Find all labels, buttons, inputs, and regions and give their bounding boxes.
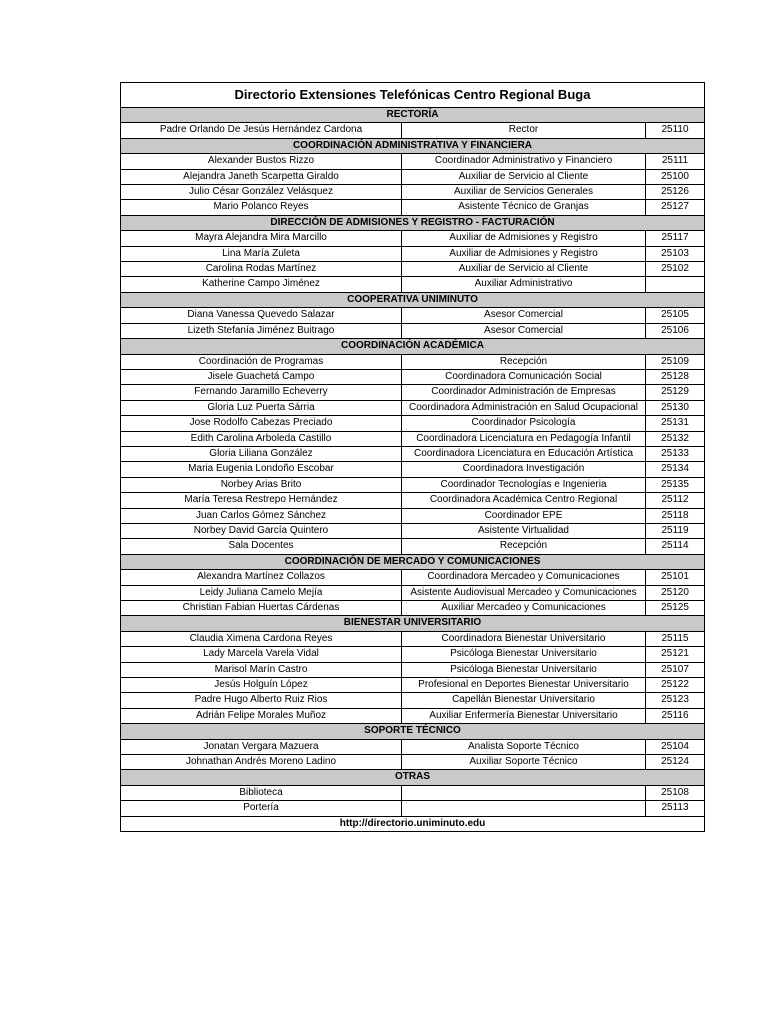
contact-extension: 25132 (646, 431, 705, 446)
document-title: Directorio Extensiones Telefónicas Centro Regional Buga (121, 83, 705, 108)
contact-name: María Teresa Restrepo Hernández (121, 493, 402, 508)
section-title: OTRAS (121, 770, 705, 785)
contact-role: Recepción (402, 354, 646, 369)
table-row (121, 446, 705, 461)
contact-extension: 25128 (646, 369, 705, 384)
contact-name: Gloria Liliana González (121, 446, 402, 461)
contact-name: Alexander Bustos Rizzo (121, 154, 402, 169)
section-header-row (121, 616, 705, 631)
contact-role: Auxiliar de Servicios Generales (402, 185, 646, 200)
section-title: RECTORÍA (121, 108, 705, 123)
directory-url: http://directorio.uniminuto.edu (121, 816, 705, 831)
contact-role: Capellán Bienestar Universitario (402, 693, 646, 708)
contact-name: Christian Fabian Huertas Cárdenas (121, 601, 402, 616)
contact-role: Profesional en Deportes Bienestar Universitario (402, 678, 646, 693)
contact-name: Norbey David García Quintero (121, 523, 402, 538)
contact-name: Katherine Campo Jiménez (121, 277, 402, 292)
section-header-row (121, 108, 705, 123)
contact-extension: 25135 (646, 477, 705, 492)
section-title: SOPORTE TÉCNICO (121, 724, 705, 739)
contact-name: Jesús Holguín López (121, 678, 402, 693)
contact-role: Auxiliar de Admisiones y Registro (402, 246, 646, 261)
table-row (121, 662, 705, 677)
contact-role: Recepción (402, 539, 646, 554)
contact-extension: 25123 (646, 693, 705, 708)
contact-extension: 25108 (646, 785, 705, 800)
table-row (121, 708, 705, 723)
contact-name: Lina María Zuleta (121, 246, 402, 261)
table-row (121, 246, 705, 261)
section-header-row (121, 215, 705, 230)
section-title: BIENESTAR UNIVERSITARIO (121, 616, 705, 631)
contact-extension: 25131 (646, 416, 705, 431)
contact-name: Jose Rodolfo Cabezas Preciado (121, 416, 402, 431)
section-header-row (121, 292, 705, 307)
contact-role: Auxiliar de Servicio al Cliente (402, 262, 646, 277)
contact-name: Julio César González Velásquez (121, 185, 402, 200)
section-title: COORDINACIÓN ACADÉMICA (121, 339, 705, 354)
table-row (121, 631, 705, 646)
table-row (121, 185, 705, 200)
contact-role: Coordinadora Mercadeo y Comunicaciones (402, 570, 646, 585)
contact-extension: 25122 (646, 678, 705, 693)
contact-name: Claudia Ximena Cardona Reyes (121, 631, 402, 646)
contact-role (402, 801, 646, 816)
contact-extension: 25103 (646, 246, 705, 261)
footer-row (121, 816, 705, 831)
table-row (121, 354, 705, 369)
contact-extension: 25119 (646, 523, 705, 538)
contact-extension: 25121 (646, 647, 705, 662)
contact-role: Rector (402, 123, 646, 138)
contact-role: Coordinadora Bienestar Universitario (402, 631, 646, 646)
contact-role: Coordinador Psicología (402, 416, 646, 431)
table-row (121, 477, 705, 492)
table-row (121, 308, 705, 323)
contact-role: Auxiliar Enfermería Bienestar Universitario (402, 708, 646, 723)
contact-name: Gloria Luz Puerta Sárria (121, 400, 402, 415)
table-row (121, 539, 705, 554)
contact-extension: 25109 (646, 354, 705, 369)
contact-extension: 25116 (646, 708, 705, 723)
contact-name: Padre Hugo Alberto Ruiz Rios (121, 693, 402, 708)
table-row (121, 693, 705, 708)
contact-role: Auxiliar Administrativo (402, 277, 646, 292)
contact-name: Diana Vanessa Quevedo Salazar (121, 308, 402, 323)
section-title: COORDINACIÓN ADMINISTRATIVA Y FINANCIERA (121, 138, 705, 153)
contact-role: Auxiliar de Servicio al Cliente (402, 169, 646, 184)
directory-body (121, 83, 705, 832)
contact-extension: 25110 (646, 123, 705, 138)
table-row (121, 462, 705, 477)
contact-extension: 25129 (646, 385, 705, 400)
contact-role: Coordinadora Licenciatura en Pedagogía Infantil (402, 431, 646, 446)
section-header-row (121, 554, 705, 569)
contact-role: Auxiliar Soporte Técnico (402, 755, 646, 770)
contact-role: Asistente Técnico de Granjas (402, 200, 646, 215)
contact-name: Lizeth Stefanía Jiménez Buitrago (121, 323, 402, 338)
contact-name: Juan Carlos Gómez Sánchez (121, 508, 402, 523)
table-row (121, 755, 705, 770)
contact-role: Auxiliar Mercadeo y Comunicaciones (402, 601, 646, 616)
contact-role: Coordinadora Académica Centro Regional (402, 493, 646, 508)
title-row (121, 83, 705, 108)
contact-role: Psicóloga Bienestar Universitario (402, 647, 646, 662)
table-row (121, 585, 705, 600)
section-header-row (121, 339, 705, 354)
contact-extension: 25120 (646, 585, 705, 600)
extensions-directory-table (120, 82, 705, 832)
contact-name: Biblioteca (121, 785, 402, 800)
contact-extension: 25124 (646, 755, 705, 770)
contact-extension: 25112 (646, 493, 705, 508)
table-row (121, 647, 705, 662)
contact-name: Padre Orlando De Jesús Hernández Cardona (121, 123, 402, 138)
contact-extension: 25134 (646, 462, 705, 477)
table-row (121, 123, 705, 138)
contact-role: Coordinador Administrativo y Financiero (402, 154, 646, 169)
contact-extension: 25101 (646, 570, 705, 585)
contact-role: Asistente Virtualidad (402, 523, 646, 538)
contact-role: Asesor Comercial (402, 308, 646, 323)
contact-name: Marisol Marín Castro (121, 662, 402, 677)
contact-name: Fernando Jaramillo Echeverry (121, 385, 402, 400)
contact-name: Mayra Alejandra Mira Marcillo (121, 231, 402, 246)
contact-extension: 25127 (646, 200, 705, 215)
contact-extension: 25102 (646, 262, 705, 277)
contact-extension: 25133 (646, 446, 705, 461)
contact-name: Johnathan Andrés Moreno Ladino (121, 755, 402, 770)
contact-name: Alejandra Janeth Scarpetta Giraldo (121, 169, 402, 184)
contact-name: Sala Docentes (121, 539, 402, 554)
contact-role (402, 785, 646, 800)
contact-role: Coordinadora Comunicación Social (402, 369, 646, 384)
contact-name: Adrián Felipe Morales Muñoz (121, 708, 402, 723)
section-header-row (121, 770, 705, 785)
contact-role: Analista Soporte Técnico (402, 739, 646, 754)
contact-role: Auxiliar de Admisiones y Registro (402, 231, 646, 246)
contact-extension: 25100 (646, 169, 705, 184)
contact-name: Alexandra Martínez Collazos (121, 570, 402, 585)
contact-name: Portería (121, 801, 402, 816)
contact-extension: 25117 (646, 231, 705, 246)
table-row (121, 801, 705, 816)
contact-extension: 25118 (646, 508, 705, 523)
contact-extension: 25125 (646, 601, 705, 616)
table-row (121, 369, 705, 384)
table-row (121, 508, 705, 523)
contact-name: Edith Carolina Arboleda Castillo (121, 431, 402, 446)
contact-extension (646, 277, 705, 292)
contact-role: Asesor Comercial (402, 323, 646, 338)
contact-role: Coordinador EPE (402, 508, 646, 523)
contact-role: Asistente Audiovisual Mercadeo y Comunicaciones (402, 585, 646, 600)
section-title: COORDINACIÓN DE MERCADO Y COMUNICACIONES (121, 554, 705, 569)
contact-role: Coordinadora Administración en Salud Ocupacional (402, 400, 646, 415)
contact-name: Coordinación de Programas (121, 354, 402, 369)
contact-extension: 25105 (646, 308, 705, 323)
table-row (121, 416, 705, 431)
contact-name: Jisele Guachetá Campo (121, 369, 402, 384)
contact-name: Norbey Arias Brito (121, 477, 402, 492)
contact-name: Lady Marcela Varela Vidal (121, 647, 402, 662)
section-title: COOPERATIVA UNIMINUTO (121, 292, 705, 307)
contact-extension: 25106 (646, 323, 705, 338)
contact-role: Coordinadora Investigación (402, 462, 646, 477)
table-row (121, 739, 705, 754)
contact-extension: 25130 (646, 400, 705, 415)
contact-role: Psicóloga Bienestar Universitario (402, 662, 646, 677)
table-row (121, 570, 705, 585)
contact-role: Coordinador Administración de Empresas (402, 385, 646, 400)
contact-extension: 25115 (646, 631, 705, 646)
contact-extension: 25111 (646, 154, 705, 169)
table-row (121, 601, 705, 616)
table-row (121, 400, 705, 415)
table-row (121, 169, 705, 184)
contact-name: Carolina Rodas Martínez (121, 262, 402, 277)
table-row (121, 431, 705, 446)
table-row (121, 493, 705, 508)
table-row (121, 385, 705, 400)
contact-extension: 25107 (646, 662, 705, 677)
table-row (121, 231, 705, 246)
table-row (121, 523, 705, 538)
contact-extension: 25114 (646, 539, 705, 554)
table-row (121, 154, 705, 169)
contact-name: Maria Eugenia Londoño Escobar (121, 462, 402, 477)
table-row (121, 678, 705, 693)
contact-role: Coordinador Tecnologías e Ingenieria (402, 477, 646, 492)
contact-name: Mario Polanco Reyes (121, 200, 402, 215)
contact-extension: 25113 (646, 801, 705, 816)
section-header-row (121, 138, 705, 153)
contact-role: Coordinadora Licenciatura en Educación Artística (402, 446, 646, 461)
contact-extension: 25104 (646, 739, 705, 754)
contact-name: Jonatan Vergara Mazuera (121, 739, 402, 754)
table-row (121, 200, 705, 215)
section-title: DIRECCIÓN DE ADMISIONES Y REGISTRO - FACTURACIÓN (121, 215, 705, 230)
section-header-row (121, 724, 705, 739)
table-row (121, 323, 705, 338)
table-row (121, 262, 705, 277)
table-row (121, 785, 705, 800)
contact-extension: 25126 (646, 185, 705, 200)
contact-name: Leidy Juliana Camelo Mejía (121, 585, 402, 600)
table-row (121, 277, 705, 292)
